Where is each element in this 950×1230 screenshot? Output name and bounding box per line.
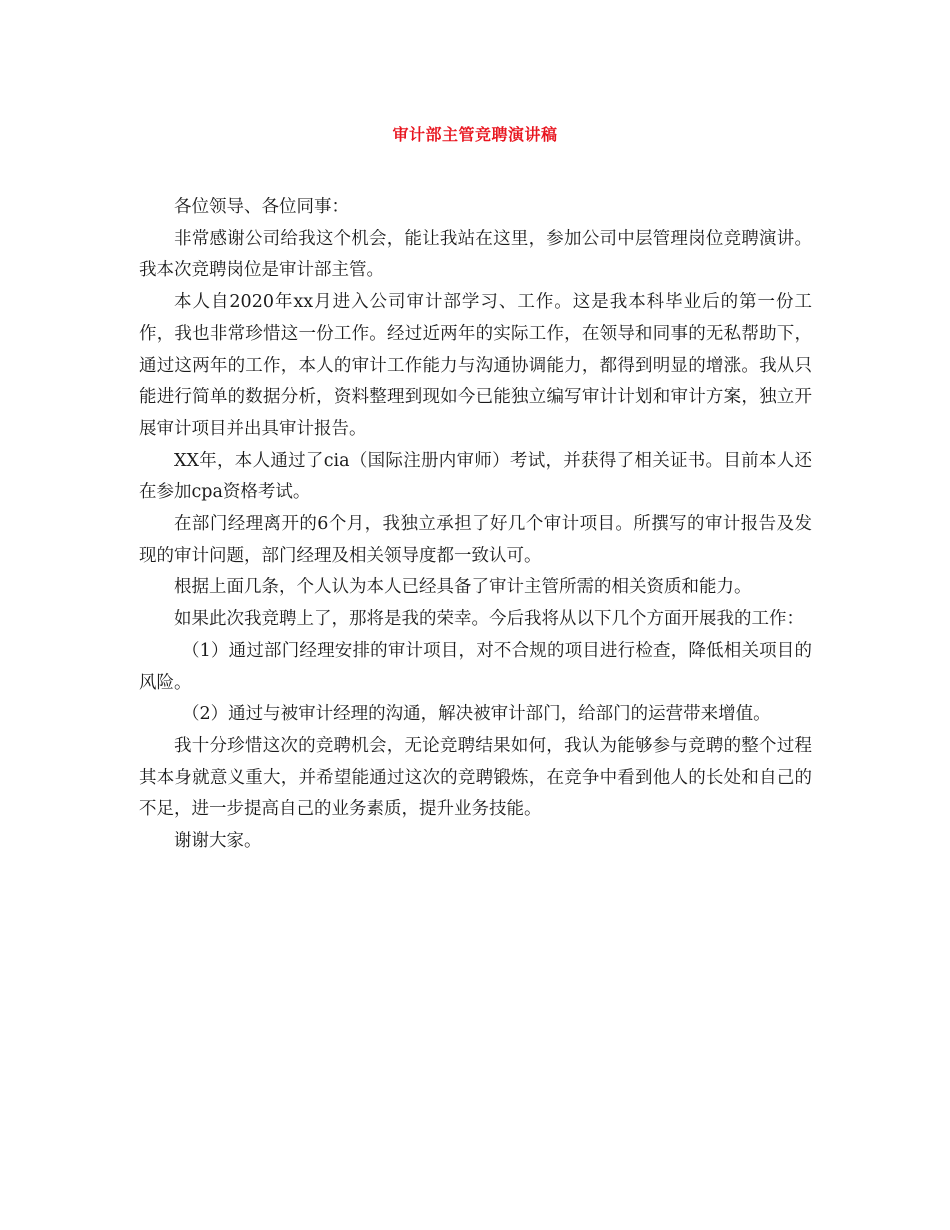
plan-item-1: （1）通过部门经理安排的审计项目，对不合规的项目进行检查，降低相关项目的风险。: [139, 640, 812, 693]
paragraph-certification: XX年，本人通过了cia（国际注册内审师）考试，并获得了相关证书。目前本人还在参加cpa资格考试。: [139, 450, 812, 503]
document-title: 审计部主管竞聘演讲稿: [392, 125, 558, 144]
plan-item-2: （2）通过与被审计经理的沟通，解决被审计部门，给部门的运营带来增值。: [182, 704, 771, 725]
salutation: 各位领导、各位同事：: [174, 197, 349, 217]
paragraph-experience: 本人自2020年xx月进入公司审计部学习、工作。这是我本科毕业后的第一份工作，我也非常珍惜这一份工作。经过近两年的实际工作，在领导和同事的无私帮助下，通过这两年的工作，本人的审计工作能力与沟通协调能力，都得到明显的增涨。我从只能进行简单的数据分析，资料整理到现如今已能独立编写审计计划和审计方案，独立开展审计项目并出具审计报告。: [139, 292, 812, 439]
paragraph-projects: 在部门经理离开的6个月，我独立承担了好几个审计项目。所撰写的审计报告及发现的审计问题，部门经理及相关领导度都一致认可。: [139, 514, 812, 566]
document-body: [139, 192, 812, 858]
paragraph-closing: 我十分珍惜这次的竞聘机会，无论竞聘结果如何，我认为能够参与竞聘的整个过程其本身就意义重大，并希望能通过这次的竞聘锻炼，在竞争中看到他人的长处和自己的不足，进一步提高自己的业务素质，提升业务技能。: [139, 735, 812, 820]
paragraph-qualification: 根据上面几条，个人认为本人已经具备了审计主管所需的相关资质和能力。: [174, 577, 752, 598]
paragraph-thanks: 谢谢大家。: [174, 831, 262, 852]
paragraph-plan: 如果此次我竞聘上了，那将是我的荣幸。今后我将从以下几个方面开展我的工作：: [174, 609, 804, 630]
paragraph-intro: 非常感谢公司给我这个机会，能让我站在这里，参加公司中层管理岗位竞聘演讲。我本次竞聘岗位是审计部主管。: [139, 228, 812, 281]
